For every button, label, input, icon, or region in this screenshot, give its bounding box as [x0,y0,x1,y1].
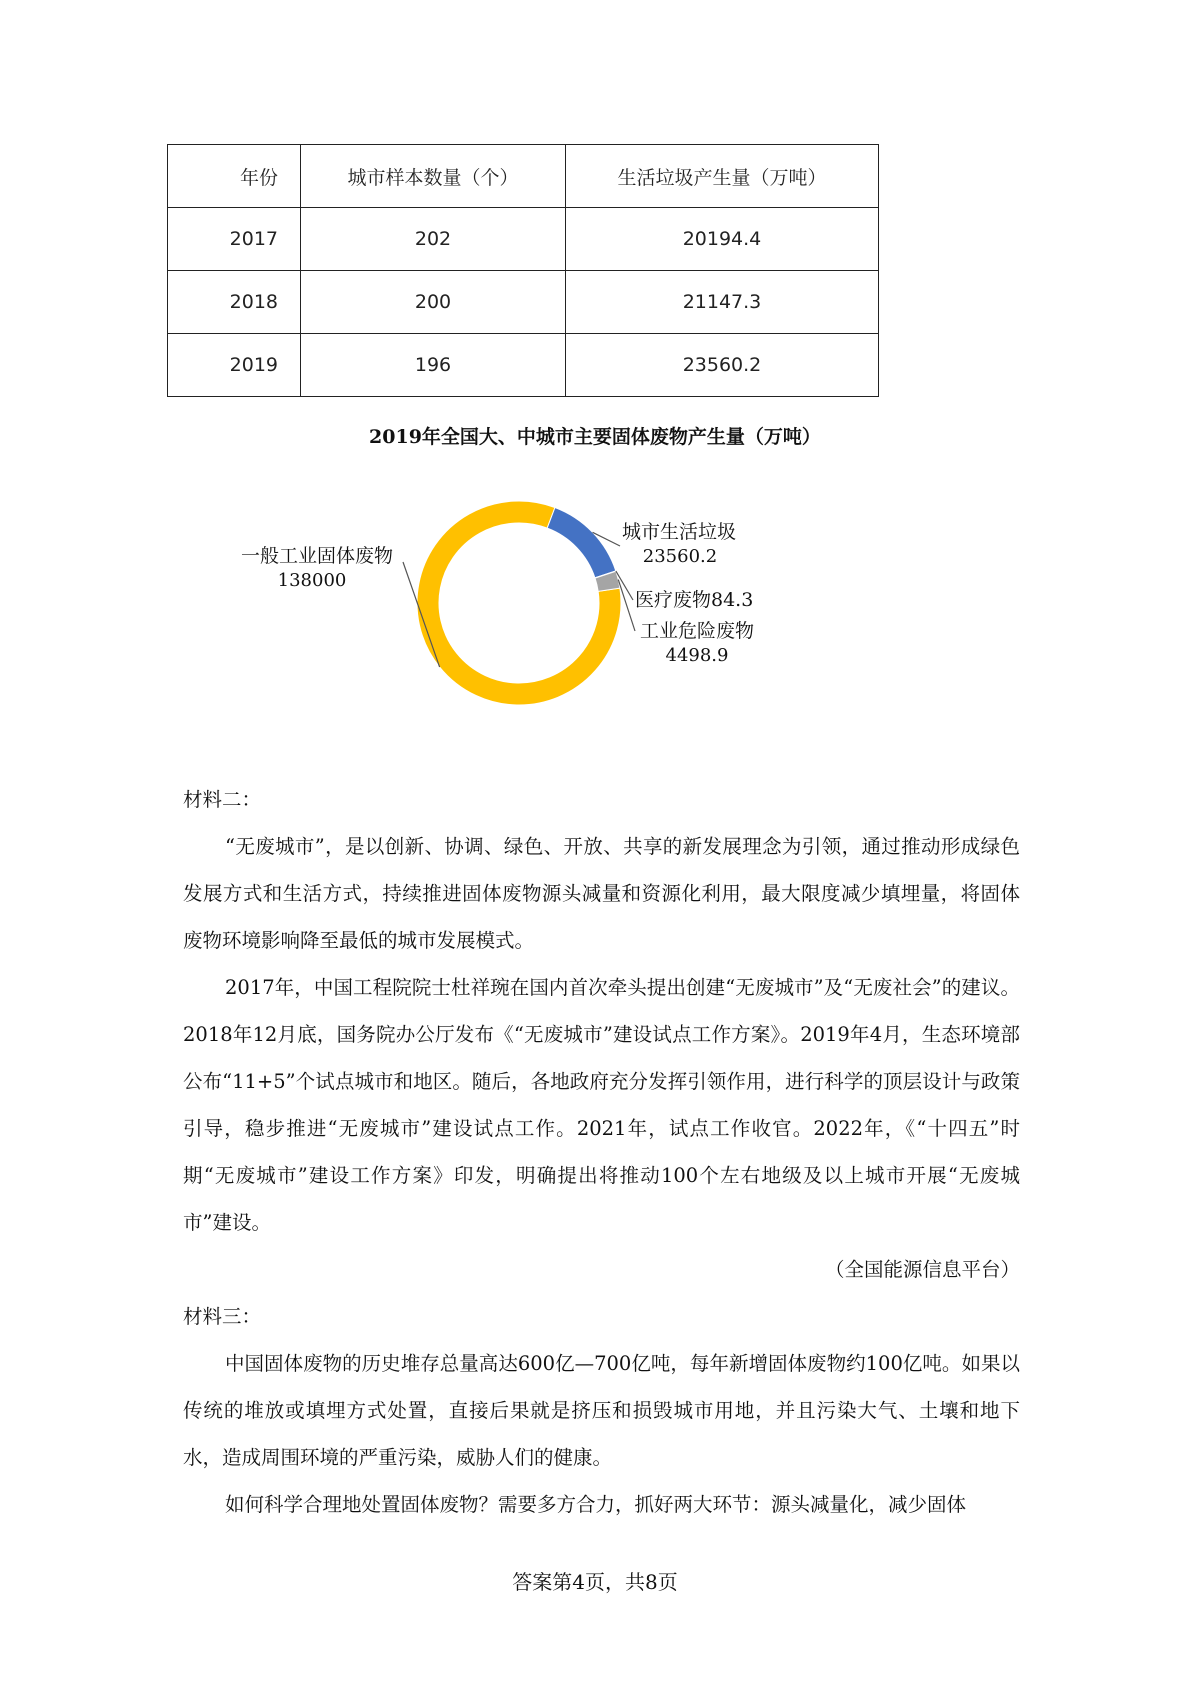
material-two-paragraph-1: “无废城市”，是以创新、协调、绿色、开放、共享的新发展理念为引领，通过推动形成绿色发展方式和生活方式，持续推进固体废物源头减量和资源化利用，最大限度减少填埋量，将固体废物环境影响降至最低的城市发展模式。 [183,835,1020,952]
slice-label-3: 工业危险废物 [640,620,755,642]
page-footer: 答案第4页，共8页 [512,1570,678,1594]
slice-value-3: 4498.9 [665,645,729,666]
slice-label-2: 医疗废物84.3 [635,589,754,611]
material-three-paragraph-2: 如何科学合理地处置固体废物？需要多方合力，抓好两大环节：源头减量化，减少固体 [225,1493,967,1516]
chart-title: 2019年全国大、中城市主要固体废物产生量（万吨） [369,426,821,448]
cell-city-count: 202 [301,208,566,271]
cell-city-count: 196 [301,334,566,397]
material-two-label: 材料二： [183,788,262,811]
cell-waste-amount: 21147.3 [566,271,879,334]
table-row [168,334,879,397]
header-city-count: 城市样本数量（个） [301,145,566,208]
header-waste-amount: 生活垃圾产生量（万吨） [566,145,879,208]
material-three-label: 材料三： [183,1305,262,1328]
cell-waste-amount: 20194.4 [566,208,879,271]
cell-city-count: 200 [301,271,566,334]
cell-waste-amount: 23560.2 [566,334,879,397]
donut-slice-1 [547,508,616,578]
slice-label-1: 城市生活垃圾 [622,521,737,543]
slice-value-0: 138000 [277,570,347,591]
slice-label-0: 一般工业固体废物 [240,545,393,567]
cell-year: 2018 [168,271,301,334]
slice-value-1: 23560.2 [642,546,718,567]
donut-chart [0,450,1190,770]
cell-year: 2017 [168,208,301,271]
material-two-paragraph-2: 2017年，中国工程院院士杜祥琬在国内首次牵头提出创建“无废城市”及“无废社会”的建议。2018年12月底，国务院办公厅发布《“无废城市”建设试点工作方案》。2019年4月，生态环境部公布“11+5”个试点城市和地区。随后，各地政府充分发挥引领作用，进行科学的顶层设计与政策引导，稳步推进“无废城市”建设试点工作。2021年，试点工作收官。2022年，《“十四五”时期“无废城市”建设工作方案》印发，明确提出将推动100个左右地级及以上城市开展“无废城市”建设。 [183,976,1020,1234]
table-row [168,271,879,334]
material-two-section [183,776,1020,1528]
table-header-row [168,145,879,208]
cell-year: 2019 [168,334,301,397]
material-three-paragraph-1: 中国固体废物的历史堆存总量高达600亿—700亿吨，每年新增固体废物约100亿吨。如果以传统的堆放或填埋方式处置，直接后果就是挤压和损毁城市用地，并且污染大气、土壤和地下水，造成周围环境的严重污染，威胁人们的健康。 [183,1352,1020,1469]
waste-data-table [167,144,879,397]
table-row [168,208,879,271]
header-year: 年份 [168,145,301,208]
material-two-source: （全国能源信息平台） [824,1258,1020,1281]
